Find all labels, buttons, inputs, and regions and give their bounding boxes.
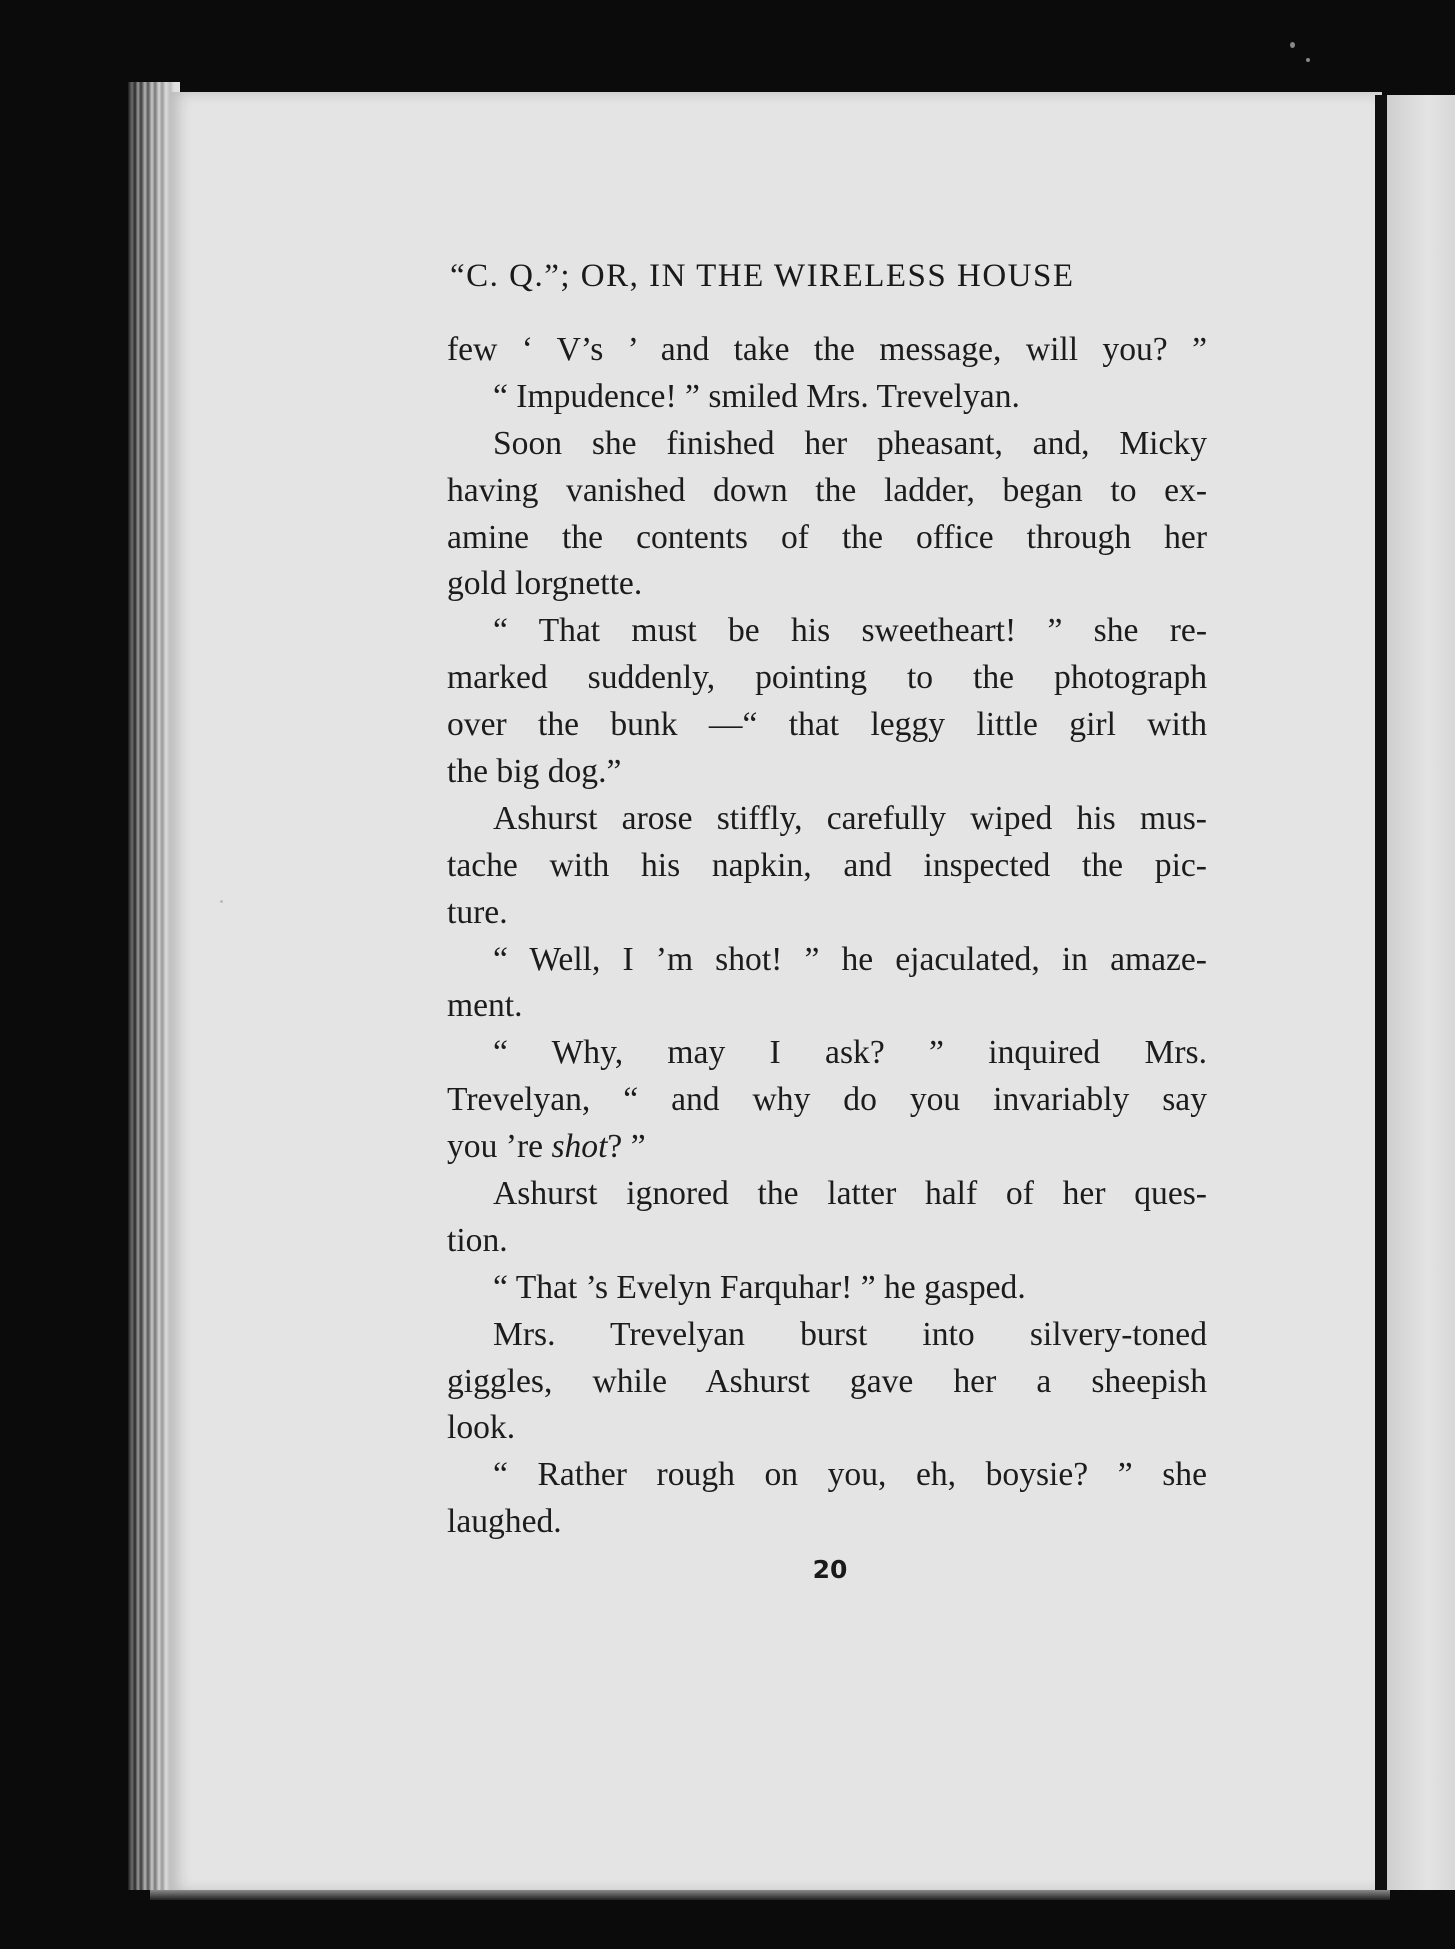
text-line-content: Ashurst arose stiffly, carefully wiped his mus- xyxy=(493,799,1207,837)
text-line xyxy=(447,890,1207,937)
text-line-content: “ That ’s Evelyn Farquhar! ” he gasped. xyxy=(493,1268,1026,1306)
text-line-content: look. xyxy=(447,1409,516,1447)
text-line-content: gold lorgnette. xyxy=(447,565,643,603)
text-line xyxy=(447,1499,1207,1546)
dust-speck xyxy=(1290,42,1295,48)
text-line xyxy=(447,374,1207,421)
italic-word: shot xyxy=(551,1128,608,1166)
facing-page-edge xyxy=(1387,95,1455,1890)
text-line xyxy=(447,1218,1207,1265)
text-line xyxy=(447,515,1207,562)
running-head: “C. Q.”; OR, IN THE WIRELESS HOUSE xyxy=(450,258,1075,294)
text-line xyxy=(447,468,1207,515)
text-line xyxy=(447,327,1207,374)
page-bottom-edge xyxy=(150,1890,1390,1900)
text-line-content: tache with his napkin, and inspected the pic- xyxy=(447,846,1207,884)
text-line-content: “ Impudence! ” smiled Mrs. Trevelyan. xyxy=(493,377,1020,415)
text-line-content: over the bunk —“ that leggy little girl with xyxy=(447,706,1207,744)
text-line-content: marked suddenly, pointing to the photograph xyxy=(447,659,1207,697)
text-line xyxy=(447,1077,1207,1124)
page-number: 20 xyxy=(812,1555,848,1584)
text-line xyxy=(447,421,1207,468)
text-line xyxy=(447,749,1207,796)
text-line xyxy=(447,655,1207,702)
text-line xyxy=(447,561,1207,608)
text-line xyxy=(447,937,1207,984)
text-line xyxy=(447,1359,1207,1406)
text-line-content: Trevelyan, “ and why do you invariably say xyxy=(447,1081,1207,1119)
text-line-content: “ Well, I ’m shot! ” he ejaculated, in amaze- xyxy=(493,940,1207,978)
text-line-content: ment. xyxy=(447,987,523,1025)
text-line-content: laughed. xyxy=(447,1503,562,1541)
text-line xyxy=(447,843,1207,890)
text-line-content: “ That must be his sweetheart! ” she re- xyxy=(493,612,1207,650)
text-line-content: “ Why, may I ask? ” inquired Mrs. xyxy=(493,1034,1207,1072)
text-line xyxy=(447,1452,1207,1499)
text-line-content: having vanished down the ladder, began to ex- xyxy=(447,471,1207,509)
text-line-content: the big dog.” xyxy=(447,753,622,791)
text-line-content: few ‘ V’s ’ and take the message, will you? ” xyxy=(447,331,1207,368)
text-line xyxy=(447,983,1207,1030)
text-line xyxy=(447,796,1207,843)
text-line-content: giggles, while Ashurst gave her a sheepish xyxy=(447,1362,1207,1400)
text-line-tail: ? ” xyxy=(607,1128,646,1166)
text-line xyxy=(447,1171,1207,1218)
body-text xyxy=(447,327,1207,1546)
text-line-content: amine the contents of the office through her xyxy=(447,518,1207,556)
text-line-content: “ Rather rough on you, eh, boysie? ” she xyxy=(493,1456,1207,1494)
text-line-content: Soon she finished her pheasant, and, Micky xyxy=(493,424,1207,462)
text-line-content: Mrs. Trevelyan burst into silvery-toned xyxy=(493,1315,1207,1353)
text-line xyxy=(447,608,1207,655)
book-gutter xyxy=(1375,95,1387,1890)
text-line xyxy=(447,1030,1207,1077)
text-line xyxy=(447,1405,1207,1452)
text-line-content: you ’re xyxy=(447,1128,552,1166)
text-line-content: Ashurst ignored the latter half of her ques- xyxy=(493,1175,1207,1213)
text-line xyxy=(447,1312,1207,1359)
dust-speck xyxy=(1306,58,1310,62)
text-line xyxy=(447,1265,1207,1312)
text-line xyxy=(447,1124,1207,1171)
dust-speck xyxy=(220,900,223,903)
text-line-content: tion. xyxy=(447,1221,508,1259)
text-line-content: ture. xyxy=(447,893,508,931)
text-line xyxy=(447,702,1207,749)
